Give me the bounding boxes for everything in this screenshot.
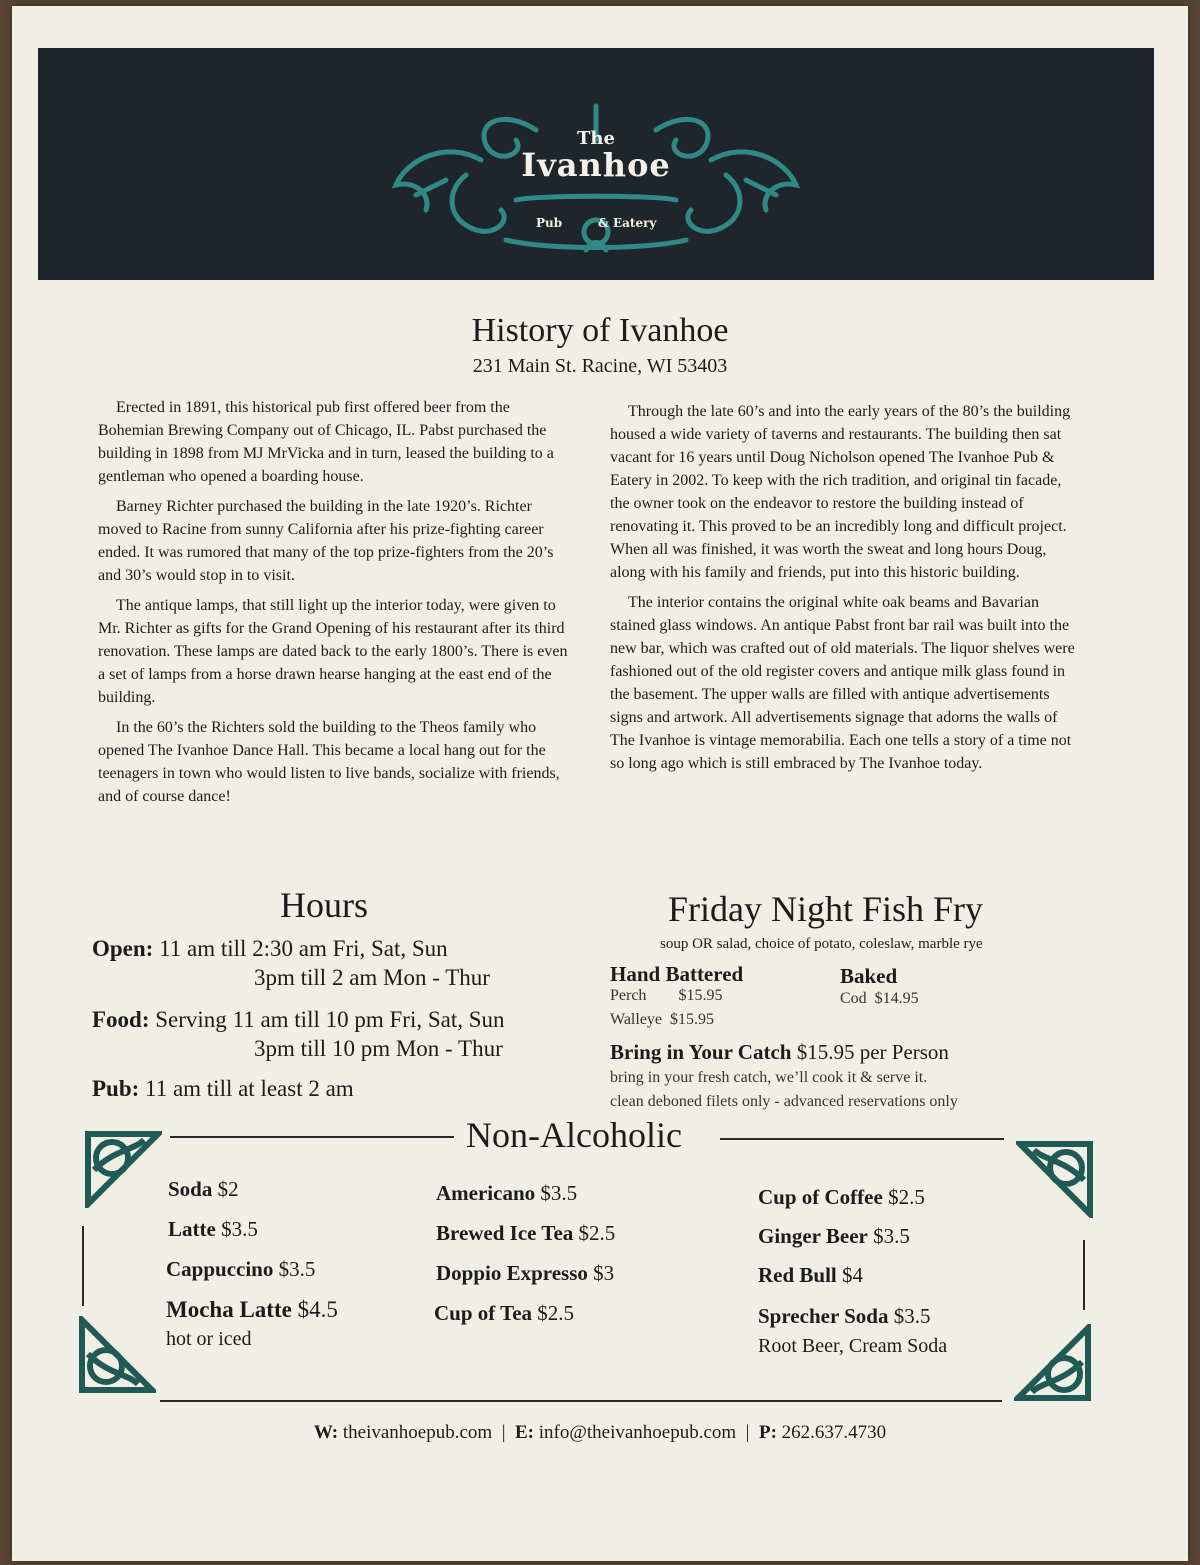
address: 231 Main St. Racine, WI 53403	[472, 355, 728, 377]
drink-item	[166, 1257, 315, 1282]
fish-fry-subtitle: soup OR salad, choice of potato, coleslaw, marble rye	[660, 936, 983, 952]
fish-item-perch	[610, 987, 722, 1005]
history-paragraph: Erected in 1891, this historical pub first offered beer from the Bohemian Brewing Company out of Chicago, IL. Pabst purchased the building in 1898 from MJ MrVicka and in turn, leased the building to a gentleman who opened a boarding house.	[98, 399, 554, 485]
history-paragraph: The antique lamps, that still light up the interior today, were given to Mr. Richter as gifts for the Grand Opening of his restaurant after its third renovation. These lamps are dated back to the early 1800’s. There is even a set of lamps from a horse drawn hearse hanging at the east end of the building.	[98, 597, 568, 706]
fish-item-price: $14.95	[874, 990, 919, 1007]
drink-price: $4.5	[297, 1297, 338, 1322]
drink-price: $3.5	[221, 1217, 258, 1241]
history-right-column	[610, 400, 1080, 782]
divider-line	[720, 1138, 1004, 1140]
celtic-knot-icon	[78, 1316, 156, 1394]
hours-food-row	[92, 1007, 505, 1033]
food-label: Food:	[92, 1007, 150, 1032]
website-link[interactable]: theivanhoepub.com	[342, 1422, 493, 1443]
drink-name: Americano	[436, 1181, 536, 1205]
email-label: E:	[515, 1422, 534, 1443]
history-paragraph: Barney Richter purchased the building in the late 1920’s. Richter moved to Racine from sunny California after his prize-fighting career ended. It was rumored that many of the top prize-fighters from the 20’s and 30’s would stop in to visit.	[98, 498, 554, 584]
bring-catch-row	[610, 1040, 949, 1065]
drink-note: Root Beer, Cream Soda	[758, 1335, 948, 1357]
drink-name: Cup of Tea	[434, 1301, 533, 1325]
bring-catch-price: $15.95 per Person	[796, 1040, 949, 1064]
open-label: Open:	[92, 936, 154, 961]
drink-name: Doppio Expresso	[436, 1261, 588, 1285]
drink-name: Soda	[168, 1177, 213, 1201]
page-title: History of Ivanhoe	[471, 312, 729, 349]
divider-line	[170, 1136, 454, 1138]
non-alcoholic-title: Non-Alcoholic	[466, 1115, 682, 1155]
drink-item	[434, 1301, 574, 1326]
footer-contact	[0, 1422, 1200, 1444]
open-hours-weekend: 11 am till 2:30 am Fri, Sat, Sun	[159, 936, 448, 961]
logo-the: The	[577, 128, 615, 149]
drink-item	[436, 1181, 577, 1206]
drink-price: $2.5	[537, 1301, 575, 1325]
bring-catch-note: bring in your fresh catch, we’ll cook it & serve it.	[610, 1069, 928, 1086]
drink-name: Mocha Latte	[166, 1297, 292, 1322]
fish-fry-title: Friday Night Fish Fry	[668, 889, 984, 929]
ivanhoe-logo	[386, 100, 806, 260]
drink-price: $3.5	[540, 1181, 578, 1205]
fish-item-name: Perch	[610, 987, 647, 1004]
bring-catch-label: Bring in Your Catch	[610, 1040, 792, 1064]
drink-item	[168, 1217, 258, 1242]
fish-item-cod	[840, 990, 919, 1008]
drink-item	[758, 1304, 931, 1329]
drink-price: $4	[842, 1263, 864, 1287]
history-left-column	[98, 396, 576, 815]
header-banner	[38, 48, 1154, 280]
pub-hours: 11 am till at least 2 am	[145, 1076, 354, 1101]
drink-item	[436, 1221, 615, 1246]
food-hours-weekday: 3pm till 10 pm Mon - Thur	[254, 1036, 503, 1061]
fish-item-walleye	[610, 1011, 714, 1029]
hours-open-row	[92, 936, 448, 962]
drink-price: $3	[593, 1261, 615, 1285]
drink-name: Latte	[168, 1217, 216, 1241]
drink-item	[758, 1263, 863, 1288]
drink-name: Cappuccino	[166, 1257, 274, 1281]
logo-pub: Pub	[536, 216, 563, 230]
footer-separator: |	[501, 1422, 506, 1443]
drink-item	[758, 1185, 925, 1210]
drink-note: hot or iced	[166, 1328, 252, 1350]
divider-line	[1083, 1240, 1085, 1310]
divider-line	[160, 1400, 1002, 1402]
drink-item	[166, 1297, 338, 1323]
logo-ivanhoe: Ivanhoe	[521, 146, 671, 184]
celtic-knot-icon	[1014, 1324, 1092, 1402]
hand-battered-label: Hand Battered	[610, 962, 744, 986]
drink-item	[168, 1177, 239, 1202]
drink-price: $3.5	[873, 1224, 910, 1248]
open-hours-weekday: 3pm till 2 am Mon - Thur	[254, 965, 490, 990]
fish-item-name: Walleye	[610, 1011, 663, 1028]
pub-label: Pub:	[92, 1076, 140, 1101]
drink-price: $2.5	[888, 1185, 925, 1209]
logo-eatery: & Eatery	[598, 216, 657, 230]
history-paragraph: The interior contains the original white oak beams and Bavarian stained glass windows. An antique Pabst front bar rail was built into the new bar, which was crafted out of old materials. The liquor shelves were fashioned out of the old register covers and antique milk glass found in the basement. The upper walls are filled with antique advertisements signs and artwork. All advertisements signage that adorns the walls of The Ivanhoe is vintage memorabilia. Each one tells a story of a time not so long ago which is still embraced by The Ivanhoe today.	[610, 594, 1075, 772]
bring-catch-note: clean deboned filets only - advanced reservations only	[610, 1093, 958, 1110]
drink-item	[436, 1261, 614, 1286]
drink-name: Brewed Ice Tea	[436, 1221, 574, 1245]
hours-title: Hours	[280, 885, 368, 925]
website-label: W:	[313, 1422, 339, 1443]
food-hours-weekend: Serving 11 am till 10 pm Fri, Sat, Sun	[155, 1007, 505, 1032]
divider-line	[82, 1226, 84, 1306]
drink-name: Sprecher Soda	[758, 1304, 889, 1328]
baked-label: Baked	[840, 964, 898, 988]
history-paragraph: In the 60’s the Richters sold the building to the Theos family who opened The Ivanhoe Dance Hall. This became a local hang out for the teenagers in town who would listen to live bands, socialize with friends, and of course dance!	[98, 719, 560, 805]
drink-item	[758, 1224, 910, 1249]
history-paragraph: Through the late 60’s and into the early years of the 80’s the building housed a wide variety of taverns and restaurants. The building then sat vacant for 16 years until Doug Nicholson opened The Ivanhoe Pub & Eatery in 2002. To keep with the rich tradition, and original tin facade, the owner took on the endeavor to restore the building instead of renovating it. This proved to be an incredibly long and difficult project. When all was finished, it was worth the sweat and long hours Doug, along with his family and friends, put into this historic building.	[610, 403, 1071, 581]
hours-pub-row	[92, 1076, 354, 1102]
fish-item-name: Cod	[840, 990, 867, 1007]
fish-item-price: $15.95	[670, 1011, 715, 1028]
drink-price: $3.5	[893, 1304, 931, 1328]
phone-label: P:	[758, 1422, 777, 1443]
drink-price: $2	[217, 1177, 239, 1201]
celtic-knot-icon	[1016, 1140, 1094, 1218]
celtic-knot-icon	[84, 1130, 162, 1208]
drink-price: $2.5	[578, 1221, 616, 1245]
email-link[interactable]: info@theivanhoepub.com	[538, 1422, 737, 1443]
drink-price: $3.5	[278, 1257, 316, 1281]
drink-name: Red Bull	[758, 1263, 837, 1287]
footer-separator: |	[745, 1422, 750, 1443]
drink-name: Ginger Beer	[758, 1224, 868, 1248]
fish-item-price: $15.95	[678, 987, 723, 1004]
phone-link[interactable]: 262.637.4730	[781, 1422, 887, 1443]
drink-name: Cup of Coffee	[758, 1185, 883, 1209]
